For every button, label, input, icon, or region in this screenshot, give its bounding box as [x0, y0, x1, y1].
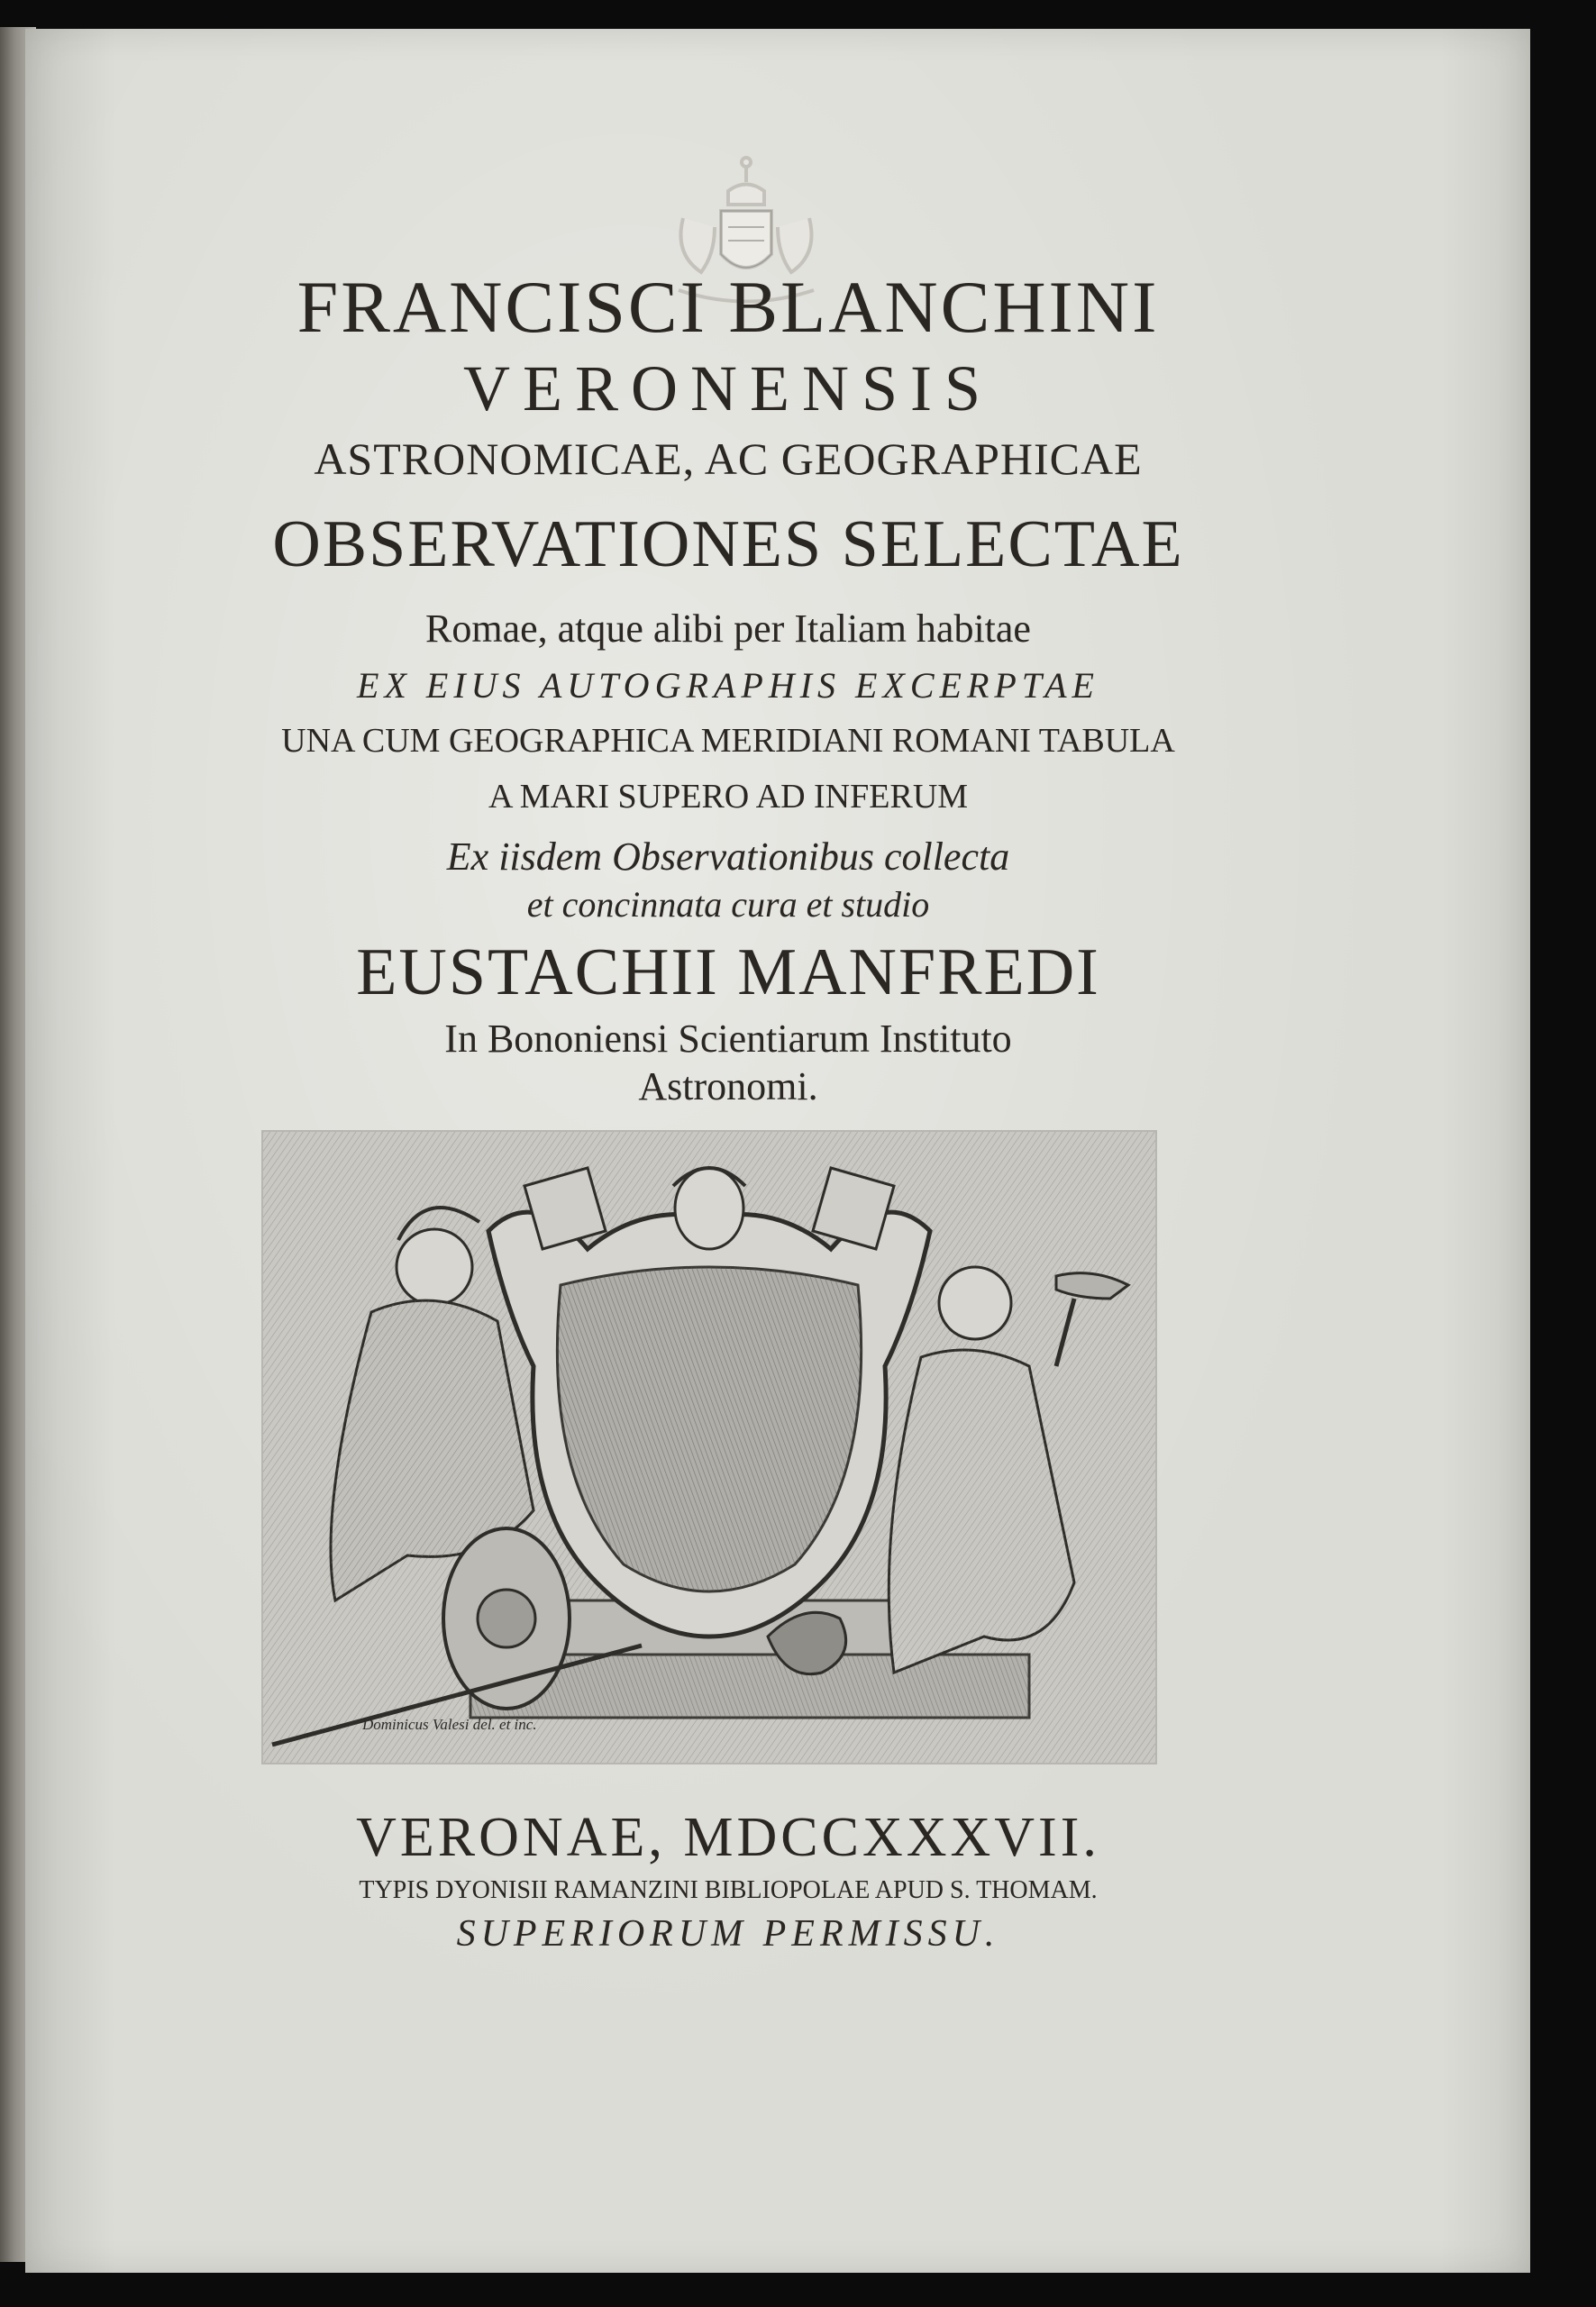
title-page: [25, 29, 1530, 2273]
imprint-place-year: VERONAE, MDCCXXXVII.: [356, 1807, 1100, 1868]
title-line-origin: VERONENSIS: [462, 352, 994, 424]
title-line-editor: EUSTACHII MANFREDI: [356, 935, 1100, 1009]
imprint-printer: TYPIS DYONISII RAMANZINI BIBLIOPOLAE APUD S. THOMAM.: [359, 1876, 1098, 1904]
imprint-permission: SUPERIORUM PERMISSU.: [456, 1913, 1000, 1955]
engraver-signature: Dominicus Valesi del. et inc.: [362, 1716, 537, 1733]
title-line-collecta: Ex iisdem Observationibus collecta: [446, 834, 1010, 879]
title-line-seas: A MARI SUPERO AD INFERUM: [488, 778, 969, 816]
title-line-source: EX EIUS AUTOGRAPHIS EXCERPTAE: [357, 665, 1099, 706]
title-line-institute: In Bononiensi Scientiarum Instituto: [444, 1017, 1012, 1061]
title-line-author: FRANCISCI BLANCHINI: [296, 266, 1160, 348]
title-line-cura: et concinnata cura et studio: [526, 884, 930, 925]
title-line-main: OBSERVATIONES SELECTAE: [272, 507, 1184, 581]
title-line-place: Romae, atque alibi per Italiam habitae: [425, 606, 1031, 651]
title-line-subject: ASTRONOMICAE, AC GEOGRAPHICAE: [314, 433, 1143, 484]
title-line-astronomi: Astronomi.: [638, 1064, 818, 1108]
title-line-map: UNA CUM GEOGRAPHICA MERIDIANI ROMANI TABULA: [281, 722, 1175, 760]
allegorical-engraving-icon: [263, 1132, 1155, 1763]
engraving-vignette: [261, 1130, 1157, 1764]
